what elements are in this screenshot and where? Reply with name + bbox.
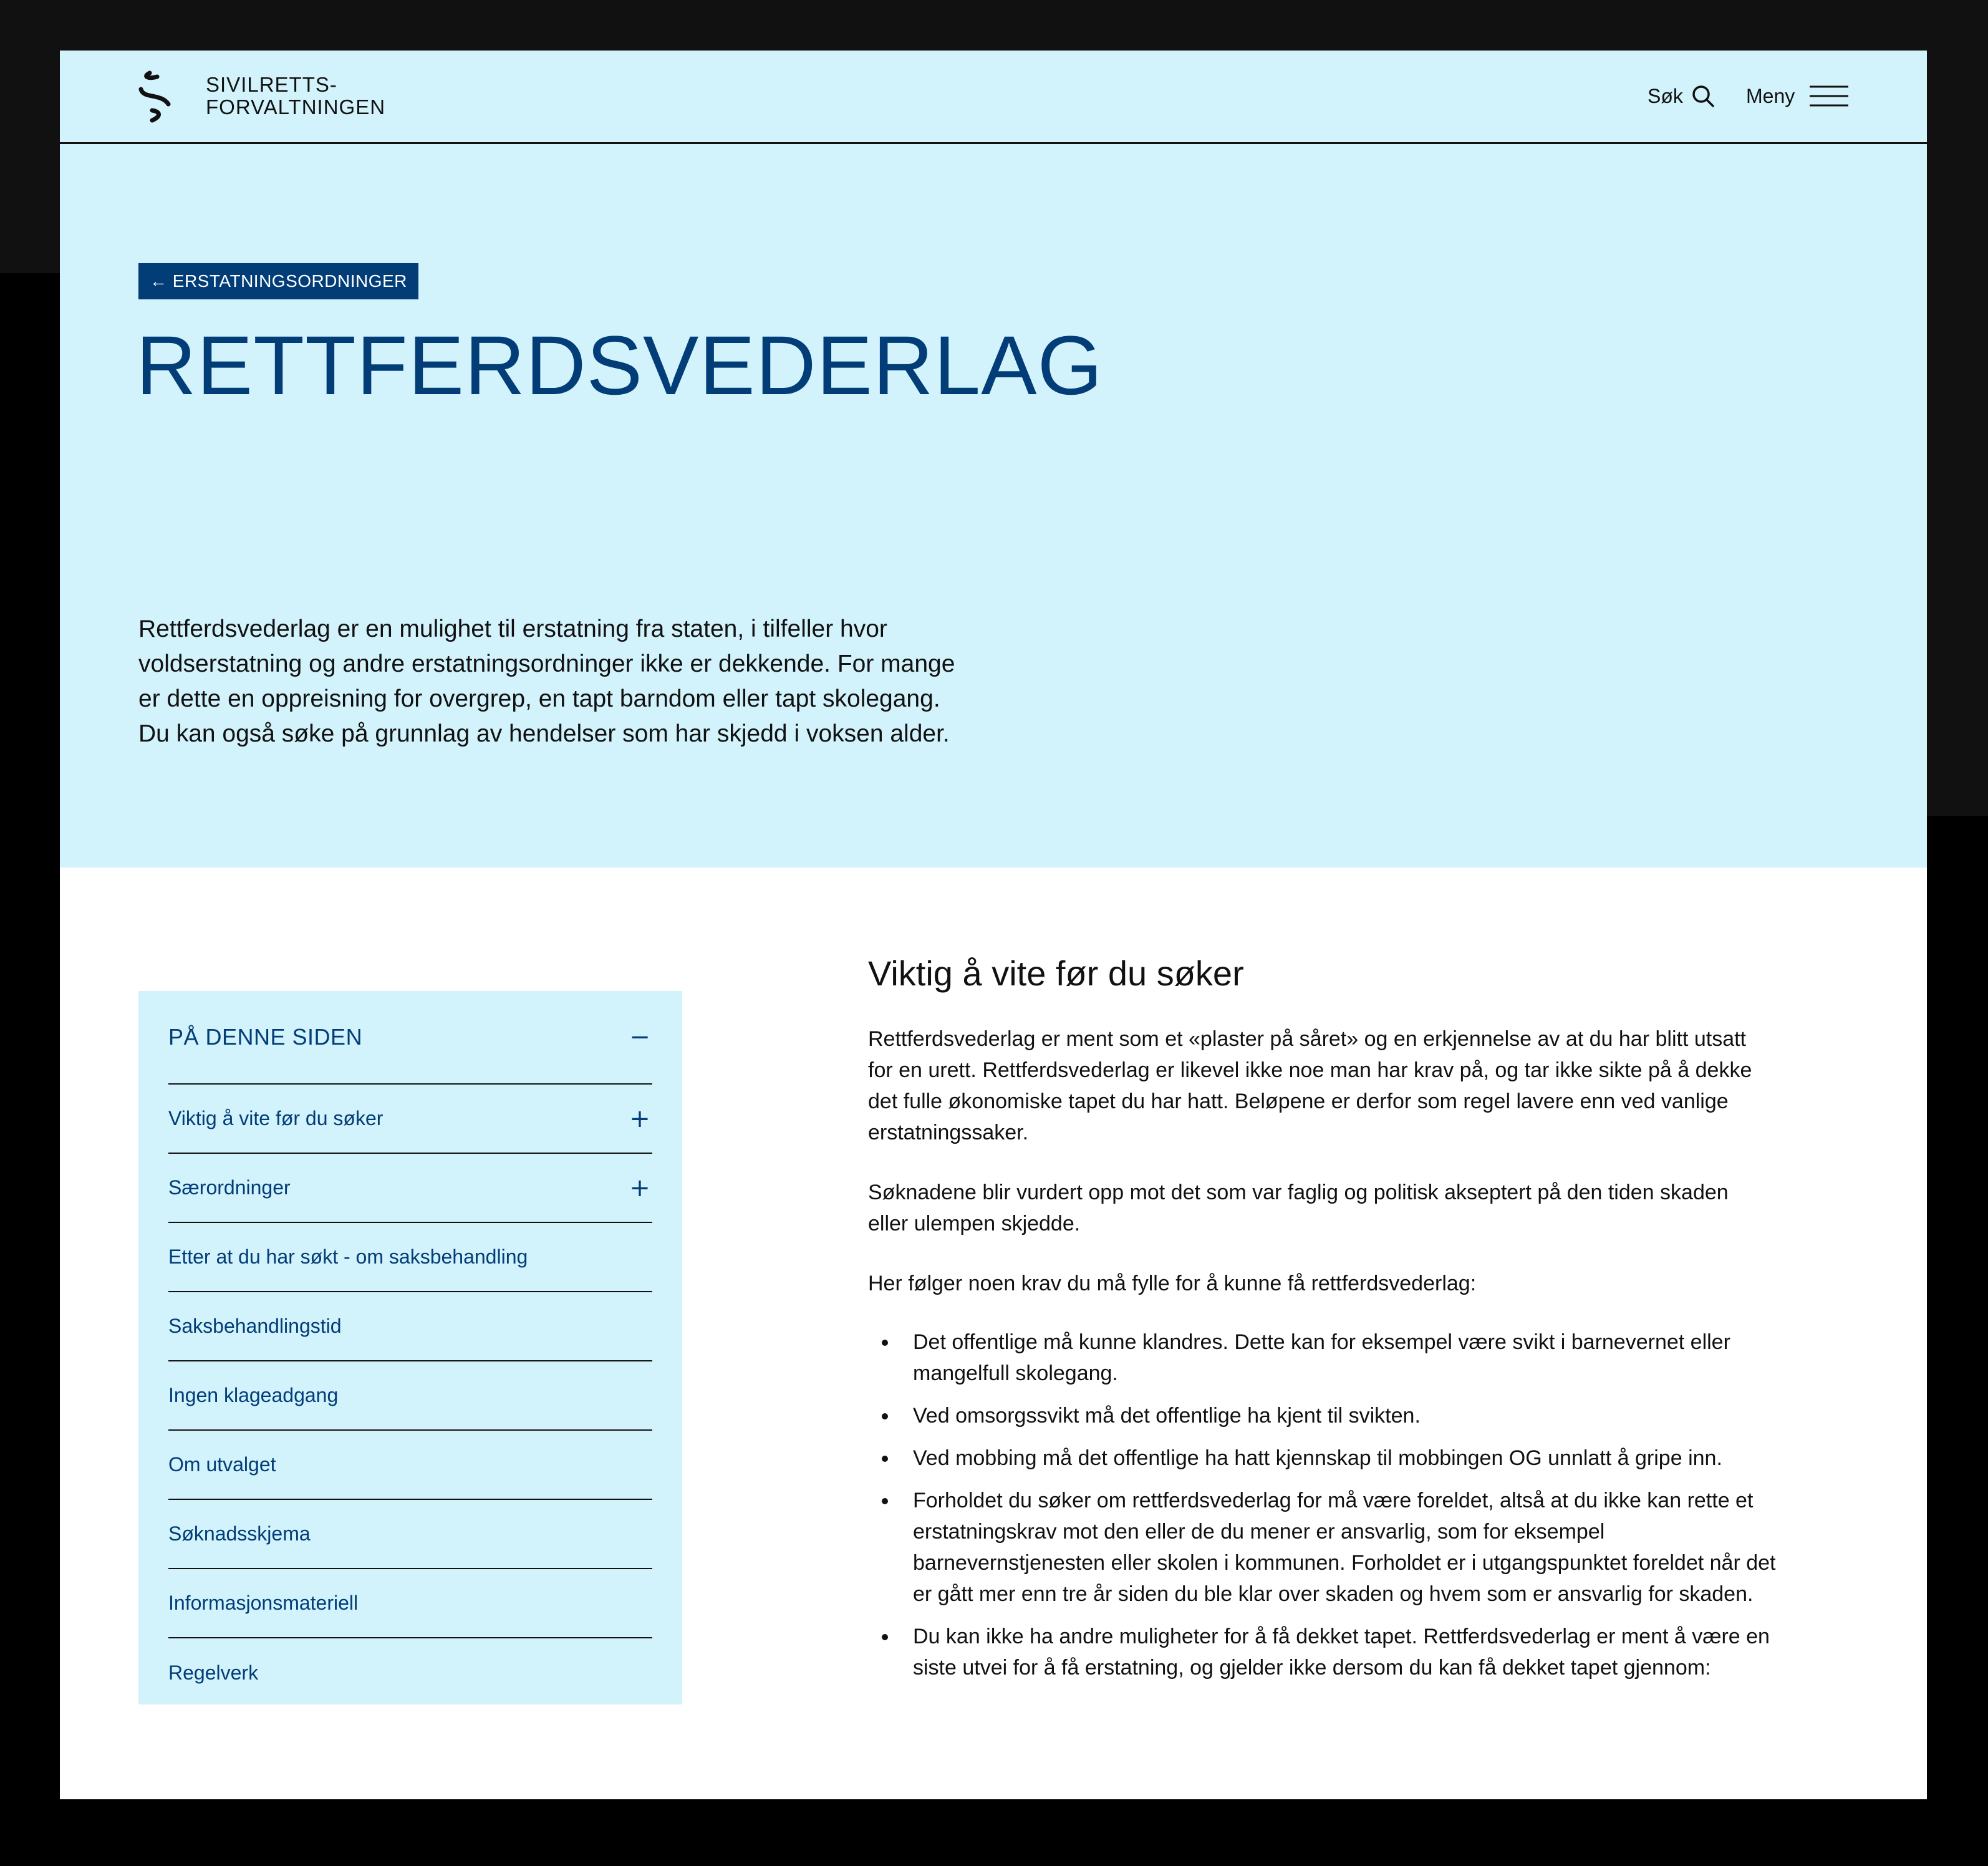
- list-item: Ved mobbing må det offentlige ha hatt kjennskap til mobbingen OG unnlatt å gripe inn.: [868, 1443, 1780, 1474]
- list-item: Ved omsorgssvikt må det offentlige ha kjent til svikten.: [868, 1400, 1780, 1431]
- lead-paragraph: Rettferdsvederlag er en mulighet til erstatning fra staten, i tilfeller hvor voldserstatning og andre erstatningsordninger ikke er dekkende. For mange er dette en oppreisning for overgrep, en tapt barndom eller tapt skolegang. Du kan også søke på grunnlag av hendelser som har skjedd i voksen alder.: [138, 616, 955, 747]
- menu-label: Meny: [1746, 84, 1795, 107]
- logo-line-1: SIVILRETTS-: [206, 73, 337, 96]
- toc-item-utvalget[interactable]: [168, 1431, 652, 1500]
- toc-title: PÅ DENNE SIDEN: [168, 1024, 363, 1050]
- site-header: [60, 51, 1927, 144]
- list-item: Forholdet du søker om rettferdsvederlag for må være foreldet, altså at du ikke kan rette et erstatningskrav mot den eller de du mener er ansvarlig, som for eksempel barnevernstjenesten eller skolen i kommunen. Forholdet er i utgangspunktet foreldet når det er gått mer enn tre år siden du ble klar over skaden og hvem som er ansvarlig for skaden.: [868, 1485, 1780, 1610]
- toc-item-label: Informasjonsmateriell: [168, 1592, 359, 1614]
- main-content: [868, 949, 1841, 1680]
- requirements-list: [868, 1327, 1841, 1694]
- minus-icon: −: [629, 1023, 650, 1051]
- toc-item-label: Saksbehandlingstid: [168, 1315, 342, 1337]
- paragraph-1: Rettferdsvederlag er ment som et «plaster på såret» og en erkjennelse av at du har blitt utsatt for en urett. Rettferdsvederlag er likevel ikke noe man har krav på, og tar ikke sikte på å dekke det fulle økonomiske tapet du har hatt. Beløpene er derfor som regel lavere enn ved vanlige erstatningssaker.: [868, 1027, 1752, 1144]
- search-button[interactable]: [1648, 80, 1715, 112]
- toc-item-label: Viktig å vite før du søker: [168, 1107, 384, 1129]
- logo-wordmark[interactable]: [206, 74, 385, 118]
- toc-item-saksbehandling[interactable]: [168, 1223, 652, 1292]
- toc-item-soknadsskjema[interactable]: [168, 1500, 652, 1569]
- toc-item-label: Om utvalget: [168, 1453, 276, 1476]
- list-item: Det offentlige må kunne klandres. Dette kan for eksempel være svikt i barnevernet eller mangelfull skolegang.: [868, 1327, 1780, 1389]
- paragraph-3: Her følger noen krav du må fylle for å kunne få rettferdsvederlag:: [868, 1272, 1477, 1295]
- table-of-contents: [138, 991, 682, 1704]
- toc-item-label: Søknadsskjema: [168, 1522, 311, 1545]
- toc-item-label: Særordninger: [168, 1176, 291, 1199]
- toc-item-regelverk[interactable]: [168, 1638, 652, 1708]
- plus-icon[interactable]: +: [629, 1104, 650, 1133]
- toc-item-viktig[interactable]: [168, 1085, 652, 1154]
- toc-item-saksbehandlingstid[interactable]: [168, 1292, 652, 1361]
- toc-item-informasjonsmateriell[interactable]: [168, 1569, 652, 1638]
- page: [60, 51, 1927, 1799]
- logo-icon[interactable]: [136, 70, 173, 123]
- toc-item-saerordninger[interactable]: [168, 1154, 652, 1223]
- toc-toggle[interactable]: [168, 991, 652, 1085]
- search-icon: [1691, 84, 1715, 109]
- breadcrumb-back-link[interactable]: ← ERSTATNINGSORDNINGER: [138, 263, 418, 299]
- menu-button[interactable]: [1746, 80, 1848, 112]
- hamburger-icon: [1810, 84, 1848, 109]
- hero-section: [60, 144, 1927, 868]
- search-label: Søk: [1648, 84, 1683, 107]
- toc-item-label: Etter at du har søkt - om saksbehandling: [168, 1245, 528, 1268]
- list-item: Du kan ikke ha andre muligheter for å få dekket tapet. Rettferdsvederlag er ment å være en siste utvei for å få erstatning, og gjelder ikke dersom du kan få dekket tapet gjennom:: [868, 1621, 1780, 1683]
- toc-item-label: Regelverk: [168, 1661, 259, 1684]
- plus-icon[interactable]: +: [629, 1173, 650, 1202]
- toc-item-klageadgang[interactable]: [168, 1361, 652, 1431]
- toc-item-label: Ingen klageadgang: [168, 1384, 339, 1406]
- logo-line-2: FORVALTNINGEN: [206, 95, 386, 118]
- section-heading: Viktig å vite før du søker: [868, 954, 1244, 993]
- page-title: RETTFERDSVEDERLAG: [136, 319, 1103, 412]
- paragraph-2: Søknadene blir vurdert opp mot det som var faglig og politisk akseptert på den tiden skaden eller ulempen skjedde.: [868, 1181, 1729, 1235]
